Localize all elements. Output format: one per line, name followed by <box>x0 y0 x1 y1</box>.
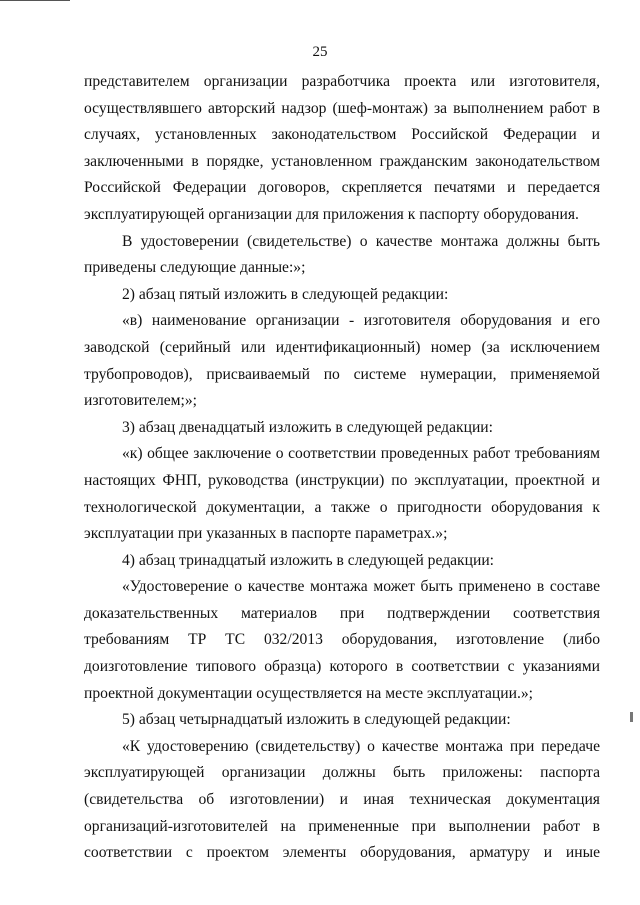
paragraph-item-v: «в) наименование организации - изготовителя оборудования и его заводской (серийный или идентификационный) номер (за исключением трубопроводов), присваиваемый по системе нумерации, применяемой изготовителем;»; <box>84 312 600 410</box>
paragraph-certificate-usage: «Удостоверение о качестве монтажа может быть применено в составе доказательственных материалов при подтверждении соответствия требованиям ТР ТС 032/2013 оборудования, изготовление (либо доизготовление типового образца) которого в соответствии с указаниями проектной документации осуществляется на месте эксплуатации.»; <box>84 578 600 702</box>
paragraph-amendment-4: 4) абзац тринадцатый изложить в следующей редакции: <box>122 551 494 569</box>
paragraph-attachments: «К удостоверению (свидетельству) о качестве монтажа при передаче эксплуатирующей организации должны быть приложены: паспорта (свидетельства об изготовлении) и иная техническая документация организаций-изготовителей на примененные при выполнении работ в соответствии с проектом элементы оборудования, арматуру и иные <box>84 737 600 862</box>
paragraph-continuation: представителем организации разработчика проекта или изготовителя, осуществлявшего авторский надзор (шеф-монтаж) за выполнением работ в случаях, установленных законодательством Российской Федерации и заключенными в порядке, установленном гражданским законодательством Российской Федерации договоров, скрепляется печатями и передается эксплуатирующей организации для приложения к паспорту оборудования. <box>84 73 600 223</box>
paragraph-certificate-data: В удостоверении (свидетельстве) о качестве монтажа должны быть приведены следующие данные:»; <box>84 232 600 277</box>
top-edge-rule <box>0 0 70 1</box>
paragraph-amendment-5: 5) абзац четырнадцатый изложить в следующей редакции: <box>122 711 511 729</box>
page-number: 25 <box>312 44 328 60</box>
paragraph-amendment-3: 3) абзац двенадцатый изложить в следующей редакции: <box>122 418 493 436</box>
document-body <box>84 69 600 867</box>
paragraph-amendment-2: 2) абзац пятый изложить в следующей редакции: <box>122 285 449 303</box>
paragraph-item-k: «к) общее заключение о соответствии проведенных работ требованиям настоящих ФНП, руководства (инструкции) по эксплуатации, проектной и технологической документации, а также о пригодности оборудования к эксплуатации при указанных в паспорте параметрах.»; <box>84 445 600 543</box>
scan-edge-mark <box>630 712 633 722</box>
